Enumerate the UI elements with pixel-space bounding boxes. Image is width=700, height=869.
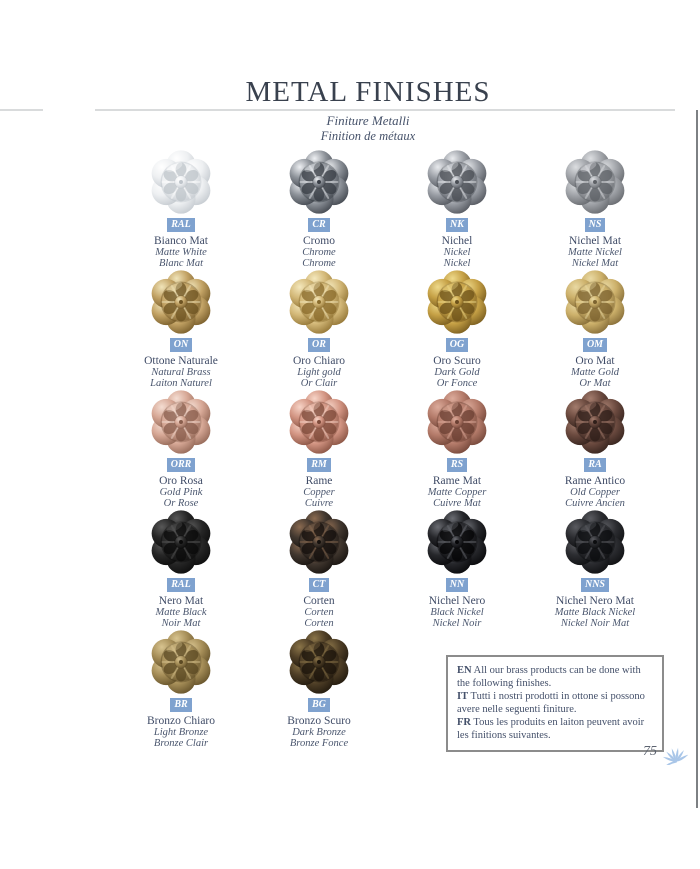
knob-image-7 [424, 269, 490, 335]
knob-image-8 [562, 269, 628, 335]
finish-translation-en: Matte Nickel [568, 247, 622, 258]
finish-translation-fr: Noir Mat [161, 618, 201, 629]
info-lang-en: EN [457, 665, 472, 676]
finish-name: Rame Antico [564, 475, 626, 487]
finish-translation-fr: Cuivre Mat [433, 498, 481, 509]
knob-image-14 [286, 509, 352, 575]
finish-item-bianco-mat [112, 148, 250, 268]
knob-image-9 [148, 389, 214, 455]
finish-item-oro-scuro [388, 268, 526, 388]
finish-translation-en: Matte Copper [427, 487, 487, 498]
knob-image-18 [286, 629, 352, 695]
finish-translation-en: Dark Bronze [292, 727, 346, 738]
subtitle-italian: Finiture Metalli [326, 113, 410, 128]
info-text-en: All our brass products can be done with the following finishes. [457, 665, 641, 689]
finish-translation-en: Old Copper [570, 487, 620, 498]
finish-name: Corten [303, 595, 335, 607]
finish-name: Bianco Mat [154, 235, 208, 247]
finish-item-bronzo-chiaro [112, 628, 250, 748]
finish-name: Nichel Mat [568, 235, 622, 247]
finish-name: Cromo [303, 235, 335, 247]
finish-item-rame-antico [526, 388, 664, 508]
finish-code-badge: NK [446, 218, 468, 232]
finish-translation-en: Copper [303, 487, 335, 498]
finish-translation-en: Light gold [297, 367, 341, 378]
finish-code-badge: OG [446, 338, 468, 352]
finish-translation-fr: Nickel Mat [571, 258, 619, 269]
knob-image-12 [562, 389, 628, 455]
finish-item-oro-rosa [112, 388, 250, 508]
finish-code-badge: NN [446, 578, 468, 592]
finish-translation-fr: Or Mat [579, 378, 611, 389]
info-box [446, 655, 664, 752]
finish-item-oro-chiaro [250, 268, 388, 388]
finish-translation-fr: Nickel Noir [432, 618, 482, 629]
finish-code-badge: CT [309, 578, 330, 592]
finish-code-badge: OM [583, 338, 607, 352]
finish-name: Ottone Naturale [144, 355, 218, 367]
finish-translation-fr: Corten [304, 618, 334, 629]
finish-translation-en: Natural Brass [151, 367, 211, 378]
info-text-fr: Tous les produits en laiton peuvent avoir les finitions suivantes. [457, 717, 645, 741]
info-line-fr [457, 716, 653, 742]
finish-code-badge: ON [170, 338, 192, 352]
knob-image-5 [148, 269, 214, 335]
finish-translation-en: Light Bronze [153, 727, 209, 738]
info-text-it: Tutti i nostri prodotti in ottone si possono avere nelle seguenti finiture. [457, 691, 645, 715]
finish-name: Rame Mat [432, 475, 482, 487]
knob-image-2 [286, 149, 352, 215]
header-rule-left [0, 109, 43, 111]
finish-item-cromo [250, 148, 388, 268]
finish-translation-fr: Or Fonce [436, 378, 478, 389]
finish-item-nichel-nero-mat [526, 508, 664, 628]
finish-name: Bronzo Scuro [287, 715, 351, 727]
finish-code-badge: ORR [167, 458, 196, 472]
knob-image-15 [424, 509, 490, 575]
finish-name: Nero Mat [158, 595, 204, 607]
finish-code-badge: RA [584, 458, 605, 472]
finish-code-badge: NNS [581, 578, 609, 592]
finish-translation-fr: Or Rose [163, 498, 199, 509]
finish-code-badge: RAL [167, 218, 194, 232]
info-lang-it: IT [457, 691, 469, 702]
knob-image-16 [562, 509, 628, 575]
page-number: 75 [643, 744, 657, 759]
finish-translation-en: Matte White [155, 247, 207, 258]
finish-code-badge: BR [170, 698, 191, 712]
header-rule-main [95, 109, 675, 111]
finish-translation-en: Matte Black [155, 607, 207, 618]
finish-translation-fr: Cuivre [304, 498, 334, 509]
finish-item-nichel [388, 148, 526, 268]
finish-translation-en: Gold Pink [159, 487, 203, 498]
finish-code-badge: RAL [167, 578, 194, 592]
finish-code-badge: NS [585, 218, 606, 232]
finish-code-badge: RS [447, 458, 467, 472]
knob-image-3 [424, 149, 490, 215]
finish-name: Oro Scuro [433, 355, 481, 367]
knob-image-4 [562, 149, 628, 215]
knob-image-10 [286, 389, 352, 455]
finish-code-badge: CR [308, 218, 329, 232]
finish-name: Oro Rosa [159, 475, 203, 487]
finish-translation-en: Matte Black Nickel [554, 607, 636, 618]
finish-item-nichel-nero [388, 508, 526, 628]
finish-translation-fr: Bronze Fonce [289, 738, 349, 749]
finish-translation-en: Nickel [443, 247, 471, 258]
finish-translation-en: Corten [304, 607, 334, 618]
finishes-grid [112, 148, 664, 752]
finish-item-bronzo-scuro [250, 628, 388, 748]
finish-item-oro-mat [526, 268, 664, 388]
finish-translation-fr: Laiton Naturel [150, 378, 212, 389]
finish-name: Bronzo Chiaro [146, 715, 216, 727]
finish-item-rame [250, 388, 388, 508]
finish-translation-en: Matte Gold [570, 367, 620, 378]
info-line-it [457, 690, 653, 716]
finish-translation-fr: Nickel Noir Mat [560, 618, 630, 629]
knob-image-11 [424, 389, 490, 455]
finish-translation-en: Chrome [302, 247, 336, 258]
knob-image-13 [148, 509, 214, 575]
finish-translation-fr: Cuivre Ancien [565, 498, 625, 509]
finish-code-badge: BG [308, 698, 330, 712]
finish-name: Oro Mat [575, 355, 615, 367]
knob-image-17 [148, 629, 214, 695]
finish-item-ottone-naturale [112, 268, 250, 388]
finish-name: Nichel Nero Mat [556, 595, 634, 607]
page-title: METAL FINISHES [245, 76, 491, 108]
finish-translation-en: Dark Gold [434, 367, 480, 378]
finish-translation-fr: Nickel [443, 258, 471, 269]
page-edge-rule [696, 110, 698, 808]
finish-name: Nichel Nero [428, 595, 486, 607]
subtitle-french: Finition de métaux [320, 129, 416, 143]
finish-name: Rame [305, 475, 333, 487]
finish-code-badge: RM [307, 458, 331, 472]
finish-name: Oro Chiaro [292, 355, 346, 367]
info-lang-fr: FR [457, 717, 471, 728]
finish-name: Nichel [441, 235, 473, 247]
leaf-icon [662, 739, 688, 765]
info-line-en [457, 664, 653, 690]
finish-item-nero-mat [112, 508, 250, 628]
finish-translation-fr: Blanc Mat [158, 258, 204, 269]
knob-image-6 [286, 269, 352, 335]
finish-translation-fr: Or Clair [300, 378, 338, 389]
knob-image-1 [148, 149, 214, 215]
finish-item-nichel-mat [526, 148, 664, 268]
finish-item-rame-mat [388, 388, 526, 508]
finish-item-corten [250, 508, 388, 628]
finish-translation-fr: Chrome [302, 258, 336, 269]
finish-code-badge: OR [308, 338, 330, 352]
finish-translation-en: Black Nickel [430, 607, 484, 618]
finish-translation-fr: Bronze Clair [153, 738, 209, 749]
